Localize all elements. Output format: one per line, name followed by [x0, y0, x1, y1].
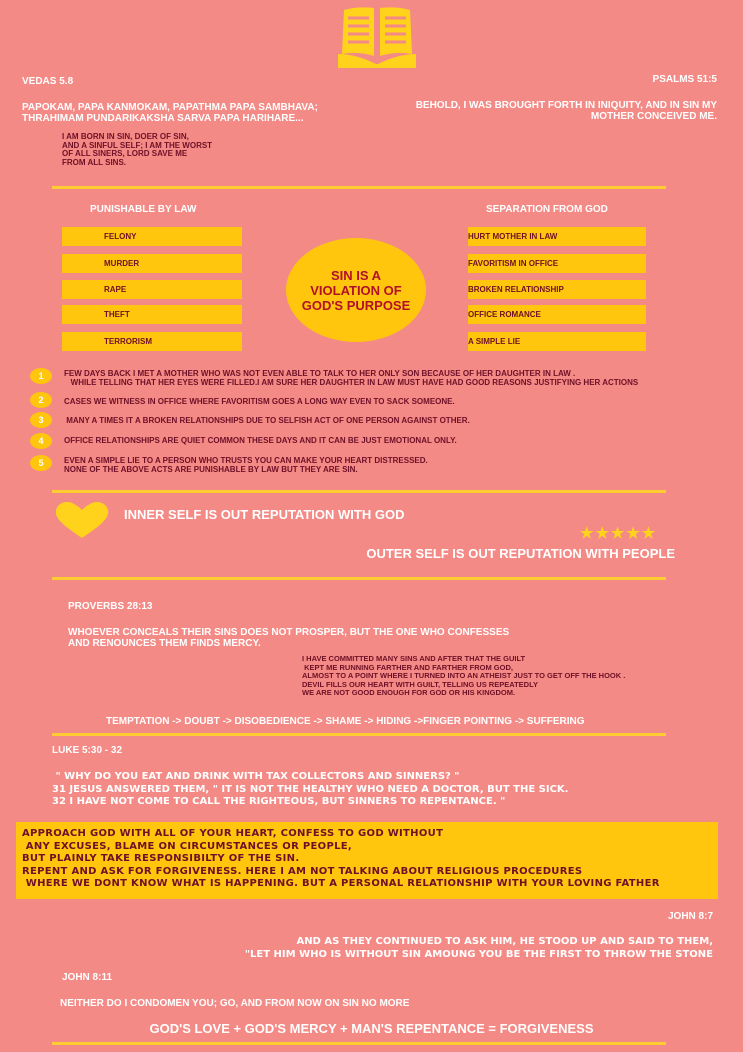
- divider: [52, 577, 666, 580]
- outer-self-text: OUTER SELF IS OUT REPUTATION WITH PEOPLE: [366, 546, 675, 561]
- point-number: 4: [30, 433, 52, 449]
- point-number: 2: [30, 392, 52, 408]
- psalms-reference: PSALMS 51:5: [652, 74, 717, 85]
- divider: [52, 1042, 666, 1045]
- right-item: A SIMPLE LIE: [468, 332, 646, 351]
- point-number: 1: [30, 368, 52, 384]
- luke-verse: " WHY DO YOU EAT AND DRINK WITH TAX COLLECTORS AND SINNERS? " 31 JESUS ANSWERED THEM, " IT IS NOT THE HEALTHY WHO NEED A DOCTOR, BUT THE SICK. 32 I HAVE NOT COME TO CALL THE RIGHTEOUS, BUT SINNERS TO REPENTANCE. ": [52, 771, 569, 807]
- left-item: RAPE: [62, 280, 242, 299]
- callout-text: APPROACH GOD WITH ALL OF YOUR HEART, CONFESS TO GOD WITHOUT ANY EXCUSES, BLAME ON CIRCUMSTANCES OR PEOPLE, BUT PLAINLY TAKE RESPONSIBILTY OF THE SIN. REPENT AND ASK FOR FORGIVENESS. HERE I AM NOT TALKING ABOUT RELIGIOUS PROCEDURES WHERE WE DONT KNOW WHAT IS HAPPENING. BUT A PERSONAL RELATIONSHIP WITH YOUR LOVING FATHER: [22, 828, 660, 889]
- point-text: EVEN A SIMPLE LIE TO A PERSON WHO TRUSTS YOU CAN MAKE YOUR HEART DISTRESSED. NONE OF THE ABOVE ACTS ARE PUNISHABLE BY LAW BUT THEY ARE SIN.: [64, 456, 428, 474]
- testimony-text: I HAVE COMMITTED MANY SINS AND AFTER THAT THE GUILT KEPT ME RUNNING FARTHER AND FARTHER FROM GOD, ALMOST TO A POINT WHERE I TURNED INTO AN ATHEIST JUST TO GET OFF THE HOOK . DEVIL FILLS OUR HEART WITH GUILT, TELLING US REPEATEDLY WE ARE NOT GOOD ENOUGH FOR GOD OR HIS KINGDOM.: [302, 654, 626, 697]
- left-column-title: PUNISHABLE BY LAW: [90, 204, 197, 215]
- point-number: 5: [30, 455, 52, 471]
- point-text: CASES WE WITNESS IN OFFICE WHERE FAVORITISM GOES A LONG WAY EVEN TO SACK SOMEONE.: [64, 397, 455, 406]
- proverbs-verse: WHOEVER CONCEALS THEIR SINS DOES NOT PROSPER, BUT THE ONE WHO CONFESSES AND RENOUNCES THEM FINDS MERCY.: [68, 627, 510, 649]
- vedas-verse: PAPOKAM, PAPA KANMOKAM, PAPATHMA PAPA SAMBHAVA; THRAHIMAM PUNDARIKAKSHA SARVA PAPA HARIHARE...: [22, 102, 318, 124]
- right-item: HURT MOTHER IN LAW: [468, 227, 646, 246]
- center-badge-text: SIN IS A VIOLATION OF GOD'S PURPOSE: [301, 267, 411, 313]
- forgiveness-equation: GOD'S LOVE + GOD'S MERCY + MAN'S REPENTANCE = FORGIVENESS: [149, 1021, 594, 1036]
- divider: [52, 733, 666, 736]
- left-item: MURDER: [62, 254, 242, 273]
- open-book-icon: [336, 4, 418, 70]
- point-number: 3: [30, 412, 52, 428]
- john811-verse: NEITHER DO I CONDOMEN YOU; GO, AND FROM NOW ON SIN NO MORE: [60, 998, 410, 1009]
- left-item: THEFT: [62, 305, 242, 324]
- psalms-verse: BEHOLD, I WAS BROUGHT FORTH IN INIQUITY, AND IN SIN MY MOTHER CONCEIVED ME.: [415, 100, 717, 122]
- right-item: OFFICE ROMANCE: [468, 305, 646, 324]
- john87-reference: JOHN 8:7: [667, 911, 713, 922]
- stars-icon: ★★★★★: [580, 525, 658, 542]
- vedas-translation: I AM BORN IN SIN, DOER OF SIN, AND A SINFUL SELF; I AM THE WORST OF ALL SINERS, LORD SAVE ME FROM ALL SINS.: [62, 132, 213, 167]
- proverbs-reference: PROVERBS 28:13: [68, 601, 153, 612]
- right-item: BROKEN RELATIONSHIP: [468, 280, 646, 299]
- luke-reference: LUKE 5:30 - 32: [52, 745, 123, 756]
- right-item: FAVORITISM IN OFFICE: [468, 254, 646, 273]
- divider: [52, 490, 666, 493]
- callout-box: [16, 822, 718, 899]
- left-item: FELONY: [62, 227, 242, 246]
- vedas-reference: VEDAS 5.8: [22, 76, 74, 87]
- john87-verse: AND AS THEY CONTINUED TO ASK HIM, HE STOOD UP AND SAID TO THEM, "LET HIM WHO IS WITHOUT SIN AMOUNG YOU BE THE FIRST TO THROW THE STONE: [244, 936, 713, 960]
- john811-reference: JOHN 8:11: [62, 972, 113, 983]
- right-column-title: SEPARATION FROM GOD: [486, 204, 608, 215]
- center-badge: [286, 238, 426, 342]
- point-text: OFFICE RELATIONSHIPS ARE QUIET COMMON THESE DAYS AND IT CAN BE JUST EMOTIONAL ONLY.: [64, 436, 457, 445]
- inner-self-text: INNER SELF IS OUT REPUTATION WITH GOD: [124, 507, 405, 522]
- point-text: MANY A TIMES IT A BROKEN RELATIONSHIPS DUE TO SELFISH ACT OF ONE PERSON AGAINST OTHER.: [64, 416, 470, 425]
- left-item: TERRORISM: [62, 332, 242, 351]
- point-text: FEW DAYS BACK I MET A MOTHER WHO WAS NOT EVEN ABLE TO TALK TO HER ONLY SON BECAUSE OF HER DAUGHTER IN LAW . WHILE TELLING THAT HER EYES WERE FILLED.I AM SURE HER DAUGHTER IN LAW MUST HAVE HAD GOOD REASONS JUSTIFYING HER ACTIONS: [64, 369, 639, 387]
- heart-icon: [54, 500, 110, 540]
- divider: [52, 186, 666, 189]
- sin-chain: TEMPTATION -> DOUBT -> DISOBEDIENCE -> SHAME -> HIDING ->FINGER POINTING -> SUFFERING: [106, 716, 585, 727]
